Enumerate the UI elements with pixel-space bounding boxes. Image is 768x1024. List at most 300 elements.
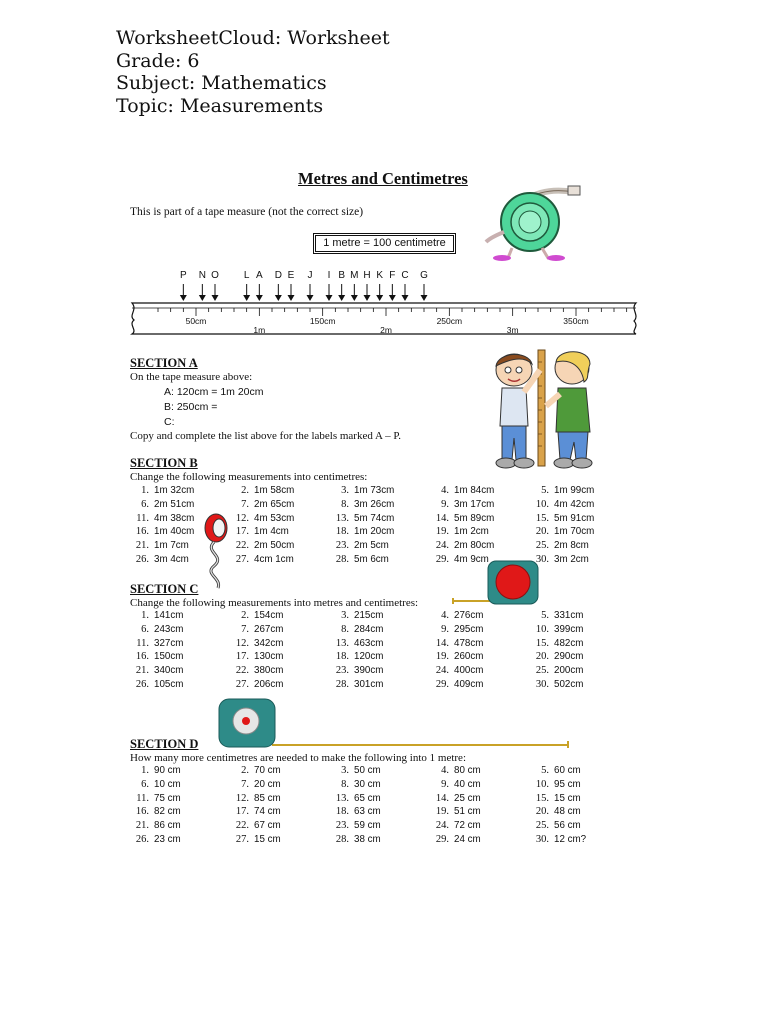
- question-measurement: 1m 84cm: [454, 485, 495, 496]
- question-item: [135, 819, 181, 833]
- question-item: [441, 609, 484, 623]
- grid-row: [130, 484, 600, 498]
- grid-row: [130, 778, 600, 792]
- question-number: 21.: [135, 665, 149, 677]
- question-number: 2.: [241, 610, 249, 621]
- question-measurement: 51 cm: [454, 806, 481, 818]
- section-d-instruction: How many more centimetres are needed to make the following into 1 metre:: [130, 752, 466, 764]
- question-number: 23.: [335, 665, 349, 677]
- grid-row: [130, 623, 600, 637]
- question-number: 26.: [135, 833, 149, 845]
- question-number: 20.: [535, 806, 549, 818]
- question-item: [441, 778, 481, 792]
- question-number: 19.: [435, 526, 449, 538]
- question-measurement: 3m 17cm: [454, 498, 495, 510]
- question-measurement: 331cm: [554, 610, 584, 621]
- question-item: [235, 553, 294, 567]
- question-measurement: 10 cm: [154, 778, 181, 790]
- question-item: [335, 819, 381, 833]
- question-number: 11.: [136, 637, 149, 649]
- tape-arrow-label: K: [376, 270, 383, 281]
- question-item: [235, 512, 295, 526]
- question-measurement: 80 cm: [454, 765, 481, 776]
- question-measurement: 70 cm: [254, 765, 281, 776]
- question-item: [235, 650, 284, 664]
- grid-row: [130, 792, 600, 806]
- question-number: 30.: [535, 833, 549, 845]
- question-item: [435, 833, 481, 847]
- question-number: 10.: [535, 498, 549, 510]
- question-measurement: 243cm: [154, 623, 184, 635]
- question-item: [535, 623, 584, 637]
- question-item: [135, 833, 181, 847]
- question-number: 17.: [235, 651, 249, 663]
- question-item: [441, 764, 481, 778]
- question-number: 19.: [435, 651, 449, 663]
- question-number: 13.: [335, 637, 349, 649]
- question-measurement: 50 cm: [354, 765, 381, 776]
- section-d-heading: SECTION D: [130, 737, 199, 751]
- tape-arrow-label: G: [420, 270, 428, 281]
- question-measurement: 2m 65cm: [254, 498, 295, 510]
- question-number: 1.: [141, 485, 149, 496]
- rolled-tape-icon: [200, 512, 236, 590]
- question-item: [136, 637, 184, 651]
- tape-arrow-label: C: [401, 270, 409, 281]
- question-number: 9.: [441, 778, 449, 790]
- question-item: [141, 609, 184, 623]
- tape-scale-label: 150cm: [309, 316, 336, 326]
- question-item: [241, 764, 281, 778]
- question-item: [141, 623, 184, 637]
- question-item: [435, 678, 484, 692]
- teal-tape-measure-icon: [218, 698, 574, 750]
- tape-arrow-label: I: [327, 270, 331, 281]
- red-tape-measure-icon: [450, 560, 542, 608]
- grid-row: [130, 764, 600, 778]
- question-item: [541, 484, 595, 498]
- question-number: 21.: [135, 540, 149, 552]
- question-item: [541, 764, 581, 778]
- question-number: 23.: [335, 540, 349, 552]
- question-item: [341, 609, 384, 623]
- question-number: 10.: [535, 778, 549, 790]
- question-number: 7.: [241, 778, 249, 790]
- question-measurement: 4m 9cm: [454, 553, 489, 565]
- question-item: [235, 525, 289, 539]
- question-number: 28.: [335, 553, 349, 565]
- question-measurement: 200cm: [554, 665, 584, 677]
- worksheet-title: Metres and Centimetres: [298, 169, 468, 188]
- question-item: [435, 539, 495, 553]
- question-measurement: 130cm: [254, 651, 284, 663]
- question-number: 1.: [141, 765, 149, 776]
- question-number: 25.: [535, 540, 549, 552]
- question-measurement: 150cm: [154, 651, 184, 663]
- section-c-instruction: Change the following measurements into metres and centimetres:: [130, 597, 419, 609]
- question-number: 22.: [235, 665, 249, 677]
- question-item: [441, 498, 495, 512]
- section-a-line-c: C:: [164, 416, 175, 428]
- tape-arrow-label: E: [287, 270, 295, 281]
- question-number: 20.: [535, 526, 549, 538]
- question-measurement: 154cm: [254, 610, 284, 621]
- tape-scale-label: 3m: [506, 325, 519, 335]
- question-measurement: 463cm: [354, 637, 384, 649]
- question-item: [541, 609, 584, 623]
- question-number: 29.: [435, 553, 449, 565]
- question-number: 30.: [535, 553, 549, 565]
- question-number: 27.: [235, 833, 249, 845]
- question-measurement: 390cm: [354, 665, 384, 677]
- question-measurement: 25 cm: [454, 792, 481, 804]
- tape-intro-text: This is part of a tape measure (not the correct size): [130, 206, 364, 218]
- question-item: [136, 512, 195, 526]
- question-number: 3.: [341, 610, 349, 621]
- question-item: [535, 539, 589, 553]
- question-measurement: 12 cm?: [554, 833, 587, 845]
- question-measurement: 290cm: [554, 651, 584, 663]
- question-measurement: 1m 70cm: [554, 526, 595, 538]
- question-measurement: 3m 2cm: [554, 553, 589, 565]
- question-measurement: 206cm: [254, 678, 284, 690]
- question-item: [535, 778, 581, 792]
- question-measurement: 502cm: [554, 678, 584, 690]
- question-item: [241, 484, 295, 498]
- question-item: [535, 553, 589, 567]
- question-item: [435, 512, 495, 526]
- question-item: [335, 678, 384, 692]
- header-source: WorksheetCloud: Worksheet: [116, 27, 390, 49]
- question-measurement: 482cm: [554, 637, 584, 649]
- question-number: 19.: [435, 806, 449, 818]
- question-number: 13.: [335, 792, 349, 804]
- tape-scale-label: 2m: [380, 325, 392, 335]
- question-number: 14.: [435, 637, 449, 649]
- question-number: 22.: [235, 820, 249, 832]
- section-c-grid: [130, 609, 600, 692]
- question-item: [535, 792, 581, 806]
- grid-row: [130, 819, 600, 833]
- question-measurement: 4m 38cm: [154, 512, 195, 524]
- tape-arrow-label: L: [243, 270, 250, 281]
- question-number: 4.: [441, 610, 449, 621]
- question-item: [535, 498, 595, 512]
- header-grade: Grade: 6: [116, 49, 200, 72]
- question-number: 8.: [341, 498, 349, 510]
- question-item: [341, 498, 395, 512]
- question-item: [241, 498, 295, 512]
- grid-row: [130, 833, 600, 847]
- question-measurement: 59 cm: [354, 820, 381, 832]
- question-number: 11.: [136, 792, 149, 804]
- question-measurement: 72 cm: [454, 820, 481, 832]
- question-number: 10.: [535, 623, 549, 635]
- question-measurement: 327cm: [154, 637, 184, 649]
- question-number: 5.: [541, 485, 549, 496]
- question-measurement: 400cm: [454, 665, 484, 677]
- tape-arrow-label: F: [389, 270, 396, 281]
- question-item: [235, 833, 281, 847]
- question-item: [136, 792, 181, 806]
- question-measurement: 85 cm: [254, 792, 281, 804]
- question-item: [435, 525, 489, 539]
- question-item: [341, 484, 395, 498]
- question-item: [535, 525, 595, 539]
- question-measurement: 260cm: [454, 651, 484, 663]
- question-item: [335, 833, 381, 847]
- question-measurement: 63 cm: [354, 806, 381, 818]
- question-measurement: 478cm: [454, 637, 484, 649]
- question-number: 17.: [235, 806, 249, 818]
- question-number: 24.: [435, 540, 449, 552]
- question-item: [235, 664, 284, 678]
- section-a-heading: SECTION A: [130, 356, 198, 370]
- question-item: [135, 553, 189, 567]
- question-measurement: 38 cm: [354, 833, 381, 845]
- tape-labels: [124, 268, 644, 338]
- question-item: [441, 484, 495, 498]
- question-measurement: 409cm: [454, 678, 484, 690]
- question-number: 12.: [235, 512, 249, 524]
- question-number: 28.: [335, 833, 349, 845]
- question-item: [435, 637, 484, 651]
- question-measurement: 67 cm: [254, 820, 281, 832]
- question-measurement: 1m 99cm: [554, 485, 595, 496]
- question-number: 17.: [235, 526, 249, 538]
- question-number: 24.: [435, 820, 449, 832]
- question-item: [141, 764, 181, 778]
- question-number: 15.: [535, 512, 549, 524]
- question-measurement: 82 cm: [154, 806, 181, 818]
- tape-arrow-label: M: [350, 270, 359, 281]
- question-item: [535, 805, 581, 819]
- question-item: [341, 623, 384, 637]
- question-measurement: 1m 20cm: [354, 526, 395, 538]
- question-measurement: 65 cm: [354, 792, 381, 804]
- question-number: 25.: [535, 820, 549, 832]
- grid-row: [130, 609, 600, 623]
- question-item: [535, 637, 584, 651]
- question-number: 14.: [435, 792, 449, 804]
- tape-arrow-label: H: [363, 270, 371, 281]
- question-measurement: 2m 5cm: [354, 540, 389, 552]
- question-number: 26.: [135, 678, 149, 690]
- question-measurement: 1m 4cm: [254, 526, 289, 538]
- question-item: [135, 650, 184, 664]
- question-item: [335, 792, 381, 806]
- question-measurement: 3m 4cm: [154, 553, 189, 565]
- question-item: [141, 484, 195, 498]
- question-number: 1.: [141, 610, 149, 621]
- question-number: 6.: [141, 623, 149, 635]
- question-number: 2.: [241, 485, 249, 496]
- question-measurement: 15 cm: [254, 833, 281, 845]
- question-item: [435, 805, 481, 819]
- header-subject: Subject: Mathematics: [116, 72, 327, 94]
- question-number: 5.: [541, 610, 549, 621]
- conversion-note: 1 metre = 100 centimetre: [313, 233, 456, 254]
- question-number: 15.: [535, 792, 549, 804]
- question-item: [235, 539, 295, 553]
- question-measurement: 20 cm: [254, 778, 281, 790]
- question-number: 5.: [541, 765, 549, 776]
- grid-row: [130, 678, 600, 692]
- question-item: [141, 498, 195, 512]
- grid-row: [130, 637, 600, 651]
- question-measurement: 4cm 1cm: [254, 553, 294, 565]
- question-item: [135, 539, 189, 553]
- question-measurement: 5m 6cm: [354, 553, 389, 565]
- two-kids-measuring-icon: [486, 348, 604, 472]
- question-number: 9.: [441, 498, 449, 510]
- question-number: 20.: [535, 651, 549, 663]
- question-item: [135, 664, 184, 678]
- question-number: 16.: [135, 651, 149, 663]
- question-measurement: 60 cm: [554, 765, 581, 776]
- question-item: [235, 792, 281, 806]
- question-measurement: 340cm: [154, 665, 184, 677]
- question-number: 23.: [335, 820, 349, 832]
- question-measurement: 380cm: [254, 665, 284, 677]
- section-b-heading: SECTION B: [130, 456, 198, 470]
- question-item: [441, 623, 484, 637]
- question-measurement: 1m 58cm: [254, 485, 295, 496]
- question-measurement: 1m 32cm: [154, 485, 195, 496]
- section-b-instruction: Change the following measurements into centimetres:: [130, 471, 368, 483]
- question-item: [335, 664, 384, 678]
- tape-arrow-label: P: [179, 270, 187, 281]
- question-item: [341, 764, 381, 778]
- question-measurement: 141cm: [154, 610, 184, 621]
- question-number: 29.: [435, 678, 449, 690]
- question-item: [135, 525, 195, 539]
- question-measurement: 2m 8cm: [554, 540, 589, 552]
- tape-arrow-label: N: [198, 270, 206, 281]
- question-item: [135, 678, 184, 692]
- question-item: [341, 778, 381, 792]
- question-measurement: 5m 89cm: [454, 512, 495, 524]
- question-item: [135, 805, 181, 819]
- question-number: 11.: [136, 512, 149, 524]
- question-item: [335, 525, 395, 539]
- question-measurement: 15 cm: [554, 792, 581, 804]
- question-number: 18.: [335, 806, 349, 818]
- question-number: 16.: [135, 526, 149, 538]
- question-item: [435, 792, 481, 806]
- question-measurement: 23 cm: [154, 833, 181, 845]
- question-item: [335, 650, 384, 664]
- question-item: [435, 650, 484, 664]
- question-number: 7.: [241, 623, 249, 635]
- question-number: 15.: [535, 637, 549, 649]
- question-item: [535, 650, 584, 664]
- question-number: 25.: [535, 665, 549, 677]
- question-measurement: 4m 53cm: [254, 512, 295, 524]
- question-measurement: 30 cm: [354, 778, 381, 790]
- question-measurement: 56 cm: [554, 820, 581, 832]
- question-item: [241, 623, 284, 637]
- question-number: 24.: [435, 665, 449, 677]
- question-measurement: 2m 51cm: [154, 498, 195, 510]
- question-number: 28.: [335, 678, 349, 690]
- question-measurement: 276cm: [454, 610, 484, 621]
- tape-arrow-label: B: [338, 270, 345, 281]
- question-item: [141, 778, 181, 792]
- question-measurement: 86 cm: [154, 820, 181, 832]
- question-measurement: 1m 2cm: [454, 526, 489, 538]
- tape-arrow-label: O: [211, 270, 219, 281]
- question-number: 27.: [235, 678, 249, 690]
- section-a-instruction: On the tape measure above:: [130, 371, 253, 383]
- tape-measure-mascot-icon: [482, 182, 588, 262]
- question-number: 27.: [235, 553, 249, 565]
- question-measurement: 3m 26cm: [354, 498, 395, 510]
- question-item: [241, 609, 284, 623]
- question-measurement: 24 cm: [454, 833, 481, 845]
- question-measurement: 1m 7cm: [154, 540, 189, 552]
- question-number: 18.: [335, 651, 349, 663]
- question-number: 14.: [435, 512, 449, 524]
- grid-row: [130, 664, 600, 678]
- question-number: 6.: [141, 498, 149, 510]
- question-number: 4.: [441, 765, 449, 776]
- question-item: [335, 512, 395, 526]
- question-item: [235, 819, 281, 833]
- question-item: [435, 664, 484, 678]
- question-number: 21.: [135, 820, 149, 832]
- tape-arrow-label: A: [255, 270, 263, 281]
- question-measurement: 215cm: [354, 610, 384, 621]
- document-header: [116, 27, 390, 117]
- tape-scale-label: 250cm: [436, 316, 463, 326]
- question-number: 9.: [441, 623, 449, 635]
- tape-scale-label: 50cm: [185, 316, 207, 326]
- question-number: 26.: [135, 553, 149, 565]
- question-number: 2.: [241, 765, 249, 776]
- section-d-grid: [130, 764, 600, 847]
- tape-scale-label: 1m: [253, 325, 266, 335]
- question-number: 30.: [535, 678, 549, 690]
- question-number: 3.: [341, 485, 349, 496]
- section-a-line-b: B: 250cm =: [164, 401, 218, 413]
- section-a-closing: Copy and complete the list above for the labels marked A – P.: [130, 430, 401, 442]
- question-measurement: 74 cm: [254, 806, 281, 818]
- question-number: 13.: [335, 512, 349, 524]
- question-measurement: 120cm: [354, 651, 384, 663]
- question-number: 8.: [341, 623, 349, 635]
- question-measurement: 1m 73cm: [354, 485, 395, 496]
- question-measurement: 301cm: [354, 678, 384, 690]
- question-measurement: 342cm: [254, 637, 284, 649]
- question-number: 7.: [241, 498, 249, 510]
- question-item: [535, 664, 584, 678]
- question-item: [535, 678, 584, 692]
- question-measurement: 1m 40cm: [154, 526, 195, 538]
- question-measurement: 105cm: [154, 678, 184, 690]
- question-item: [535, 512, 595, 526]
- question-measurement: 90 cm: [154, 765, 181, 776]
- question-item: [241, 778, 281, 792]
- question-measurement: 4m 42cm: [554, 498, 595, 510]
- question-measurement: 399cm: [554, 623, 584, 635]
- question-number: 8.: [341, 778, 349, 790]
- question-item: [535, 833, 587, 847]
- question-item: [335, 637, 384, 651]
- question-item: [535, 819, 581, 833]
- tape-arrow-label: D: [274, 270, 282, 281]
- header-topic: Topic: Measurements: [116, 94, 324, 117]
